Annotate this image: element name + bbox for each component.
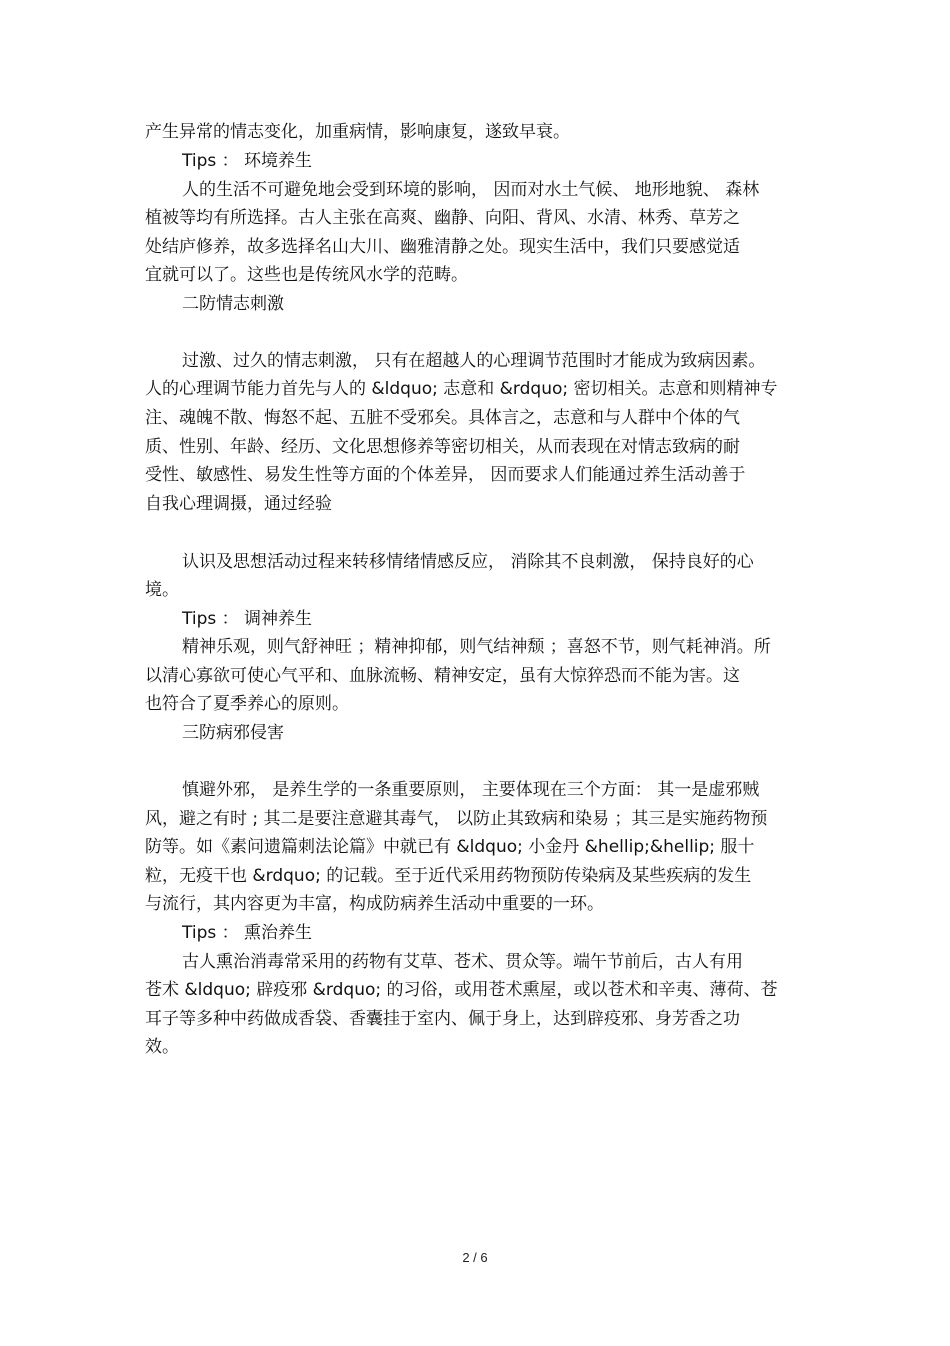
- text-line: 处结庐修养，故多选择名山大川、幽雅清静之处。现实生活中，我们只要感觉适: [145, 237, 740, 257]
- text-line: 自我心理调摄，通过经验: [145, 494, 332, 514]
- text-line: 耳子等多种中药做成香袋、香囊挂于室内、佩于身上，达到辟疫邪、身芳香之功: [145, 1009, 740, 1029]
- text-line: 精神乐观，则气舒神旺 ；精神抑郁，则气结神颓 ；喜怒不节，则气耗神消。所: [182, 637, 771, 657]
- text-line: 过激、过久的情志刺激， 只有在超越人的心理调节范围时才能成为致病因素。: [182, 351, 766, 371]
- text-line: 古人熏治消毒常采用的药物有艾草、苍术、贯众等。端午节前后，古人有用: [182, 952, 743, 972]
- tips-heading: Tips ： 熏治养生: [182, 923, 313, 943]
- text-line: 风，避之有时 ; 其二是要注意避其毒气， 以防止其致病和染易 ；其三是实施药物预: [145, 809, 768, 829]
- text-line: 境。: [145, 580, 179, 600]
- text-line: 受性、敏感性、易发生性等方面的个体差异， 因而要求人们能通过养生活动善于: [145, 465, 746, 485]
- text-line: 也符合了夏季养心的原则。: [145, 694, 349, 714]
- text-line: 人的心理调节能力首先与人的 &ldquo; 志意和 &rdquo; 密切相关。志意和则精神专: [145, 379, 778, 399]
- text-line: 效。: [145, 1037, 179, 1057]
- text-line: 产生异常的情志变化，加重病情，影响康复，遂致早衰。: [145, 122, 570, 142]
- tips-heading: Tips ： 调神养生: [182, 609, 313, 629]
- text-line: 植被等均有所选择。古人主张在高爽、幽静、向阳、背风、水清、林秀、草芳之: [145, 208, 740, 228]
- text-line: 人的生活不可避免地会受到环境的影响， 因而对水土气候、 地形地貌、 森林: [182, 180, 760, 200]
- text-line: 慎避外邪， 是养生学的一条重要原则， 主要体现在三个方面： 其一是虚邪贼: [182, 780, 760, 800]
- section-heading: 二防情志刺激: [182, 294, 284, 314]
- text-line: 注、魂魄不散、悔怒不起、五脏不受邪矣。具体言之，志意和与人群中个体的气: [145, 408, 740, 428]
- section-heading: 三防病邪侵害: [182, 723, 284, 743]
- tips-heading: Tips ： 环境养生: [182, 151, 313, 171]
- text-line: 宜就可以了。这些也是传统风水学的范畴。: [145, 265, 468, 285]
- text-line: 质、性别、年龄、经历、文化思想修养等密切相关，从而表现在对情志致病的耐: [145, 437, 740, 457]
- page-number: 2 / 6: [462, 1250, 488, 1265]
- text-line: 认识及思想活动过程来转移情绪情感反应， 消除其不良刺激， 保持良好的心: [182, 552, 754, 572]
- text-line: 以清心寡欲可使心气平和、血脉流畅、精神安定，虽有大惊猝恐而不能为害。这: [145, 666, 740, 686]
- text-line: 与流行，其内容更为丰富，构成防病养生活动中重要的一环。: [145, 894, 604, 914]
- text-line: 苍术 &ldquo; 辟疫邪 &rdquo; 的习俗，或用苍术熏屋，或以苍术和辛夷、薄荷、苍: [145, 980, 778, 1000]
- text-line: 粒，无疫干也 &rdquo; 的记载。至于近代采用药物预防传染病及某些疾病的发生: [145, 866, 752, 886]
- text-line: 防等。如《素问遗篇刺法论篇》中就已有 &ldquo; 小金丹 &hellip;&hellip; 服十: [145, 837, 755, 857]
